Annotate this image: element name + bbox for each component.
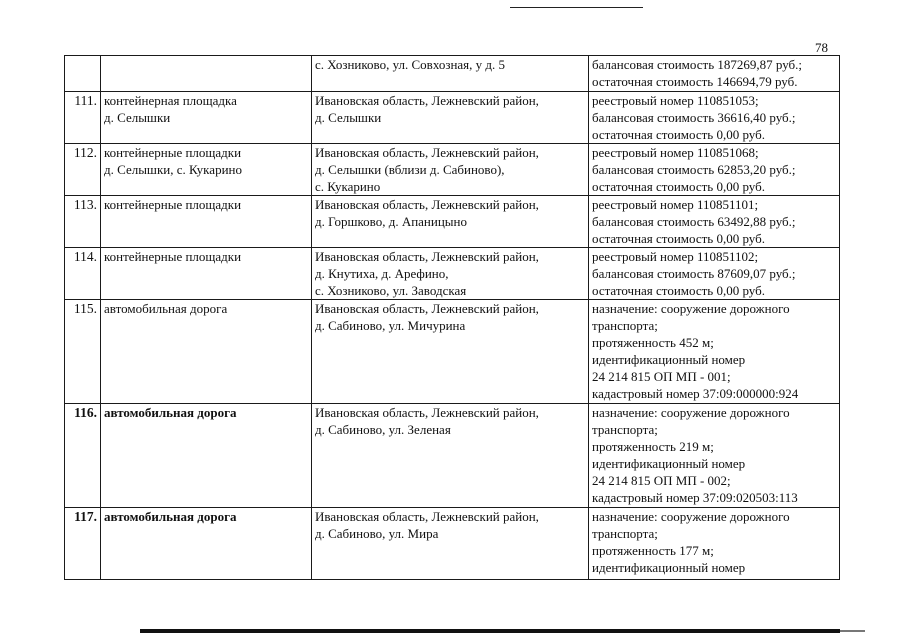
object-info	[589, 248, 840, 300]
table-row	[65, 248, 840, 300]
info-line: идентификационный номер	[592, 560, 746, 575]
address-line: Ивановская область, Лежневский район,	[315, 249, 539, 264]
object-info	[589, 92, 840, 144]
object-address	[312, 196, 589, 248]
address-line: д. Кнутиха, д. Арефино,	[315, 266, 449, 281]
row-number: 112.	[65, 144, 101, 196]
object-info	[589, 56, 840, 92]
page-number: 78	[815, 40, 828, 55]
info-line: остаточная стоимость 0,00 руб.	[592, 179, 765, 194]
object-info	[589, 404, 840, 508]
object-name	[101, 404, 312, 508]
table-row	[65, 508, 840, 580]
name-line: д. Селышки	[104, 110, 171, 125]
object-info	[589, 196, 840, 248]
object-name	[101, 300, 312, 404]
info-line: остаточная стоимость 0,00 руб.	[592, 283, 765, 298]
name-line: д. Селышки, с. Кукарино	[104, 162, 242, 177]
table-row	[65, 196, 840, 248]
info-line: идентификационный номер	[592, 352, 746, 367]
info-line: протяженность 452 м;	[592, 335, 714, 350]
name-line: контейнерные площадки	[104, 197, 242, 212]
object-name	[101, 144, 312, 196]
info-line: кадастровый номер 37:09:000000:924	[592, 386, 799, 401]
name-line: автомобильная дорога	[104, 509, 237, 524]
info-line: транспорта;	[592, 422, 658, 437]
info-line: назначение: сооружение дорожного	[592, 301, 790, 316]
name-line: контейнерные площадки	[104, 145, 242, 160]
info-line: реестровый номер 110851053;	[592, 93, 759, 108]
info-line: остаточная стоимость 0,00 руб.	[592, 127, 765, 142]
row-number	[65, 56, 101, 92]
address-line: с. Хозниково, ул. Заводская	[315, 283, 467, 298]
address-line: Ивановская область, Лежневский район,	[315, 197, 539, 212]
address-line: д. Сабиново, ул. Мира	[315, 526, 439, 541]
info-line: идентификационный номер	[592, 456, 746, 471]
address-line: д. Селышки (вблизи д. Сабиново),	[315, 162, 505, 177]
address-line: Ивановская область, Лежневский район,	[315, 145, 539, 160]
object-info	[589, 300, 840, 404]
row-number: 114.	[65, 248, 101, 300]
info-line: балансовая стоимость 62853,20 руб.;	[592, 162, 796, 177]
row-number: 117.	[65, 508, 101, 580]
info-line: назначение: сооружение дорожного	[592, 405, 790, 420]
info-line: балансовая стоимость 63492,88 руб.;	[592, 214, 796, 229]
info-line: протяженность 177 м;	[592, 543, 714, 558]
address-line: д. Сабиново, ул. Зеленая	[315, 422, 451, 437]
object-address	[312, 404, 589, 508]
row-number: 115.	[65, 300, 101, 404]
table-row	[65, 144, 840, 196]
address-line: Ивановская область, Лежневский район,	[315, 405, 539, 420]
row-number: 113.	[65, 196, 101, 248]
bottom-rule	[140, 629, 840, 633]
object-name	[101, 248, 312, 300]
top-rule	[510, 7, 643, 8]
row-number: 111.	[65, 92, 101, 144]
info-line: реестровый номер 110851101;	[592, 197, 759, 212]
name-line: контейнерная площадка	[104, 93, 237, 108]
address-line: Ивановская область, Лежневский район,	[315, 301, 539, 316]
table-row	[65, 404, 840, 508]
object-address	[312, 144, 589, 196]
object-address	[312, 56, 589, 92]
object-address	[312, 300, 589, 404]
row-number: 116.	[65, 404, 101, 508]
address-line: с. Хозниково, ул. Совхозная, у д. 5	[315, 57, 506, 72]
name-line: автомобильная дорога	[104, 301, 228, 316]
info-line: реестровый номер 110851068;	[592, 145, 759, 160]
info-line: балансовая стоимость 187269,87 руб.;	[592, 57, 802, 72]
table-row	[65, 300, 840, 404]
object-address	[312, 248, 589, 300]
info-line: балансовая стоимость 87609,07 руб.;	[592, 266, 796, 281]
address-line: Ивановская область, Лежневский район,	[315, 93, 539, 108]
address-line: д. Сабиново, ул. Мичурина	[315, 318, 466, 333]
table-row	[65, 92, 840, 144]
address-line: д. Горшково, д. Апаницыно	[315, 214, 467, 229]
info-line: балансовая стоимость 36616,40 руб.;	[592, 110, 796, 125]
address-line: д. Селышки	[315, 110, 382, 125]
object-address	[312, 92, 589, 144]
address-line: с. Кукарино	[315, 179, 381, 194]
object-info	[589, 144, 840, 196]
object-name	[101, 196, 312, 248]
table-row	[65, 56, 840, 92]
info-line: остаточная стоимость 0,00 руб.	[592, 231, 765, 246]
info-line: остаточная стоимость 146694,79 руб.	[592, 74, 798, 89]
info-line: 24 214 815 ОП МП - 002;	[592, 473, 731, 488]
info-line: 24 214 815 ОП МП - 001;	[592, 369, 731, 384]
object-name	[101, 56, 312, 92]
info-line: кадастровый номер 37:09:020503:113	[592, 490, 798, 505]
info-line: реестровый номер 110851102;	[592, 249, 759, 264]
info-line: транспорта;	[592, 526, 658, 541]
object-name	[101, 92, 312, 144]
bottom-rule-tail	[840, 630, 865, 632]
property-registry-table	[64, 55, 840, 580]
info-line: назначение: сооружение дорожного	[592, 509, 790, 524]
object-name	[101, 508, 312, 580]
object-info	[589, 508, 840, 580]
name-line: автомобильная дорога	[104, 405, 237, 420]
name-line: контейнерные площадки	[104, 249, 242, 264]
address-line: Ивановская область, Лежневский район,	[315, 509, 539, 524]
info-line: транспорта;	[592, 318, 658, 333]
object-address	[312, 508, 589, 580]
info-line: протяженность 219 м;	[592, 439, 714, 454]
